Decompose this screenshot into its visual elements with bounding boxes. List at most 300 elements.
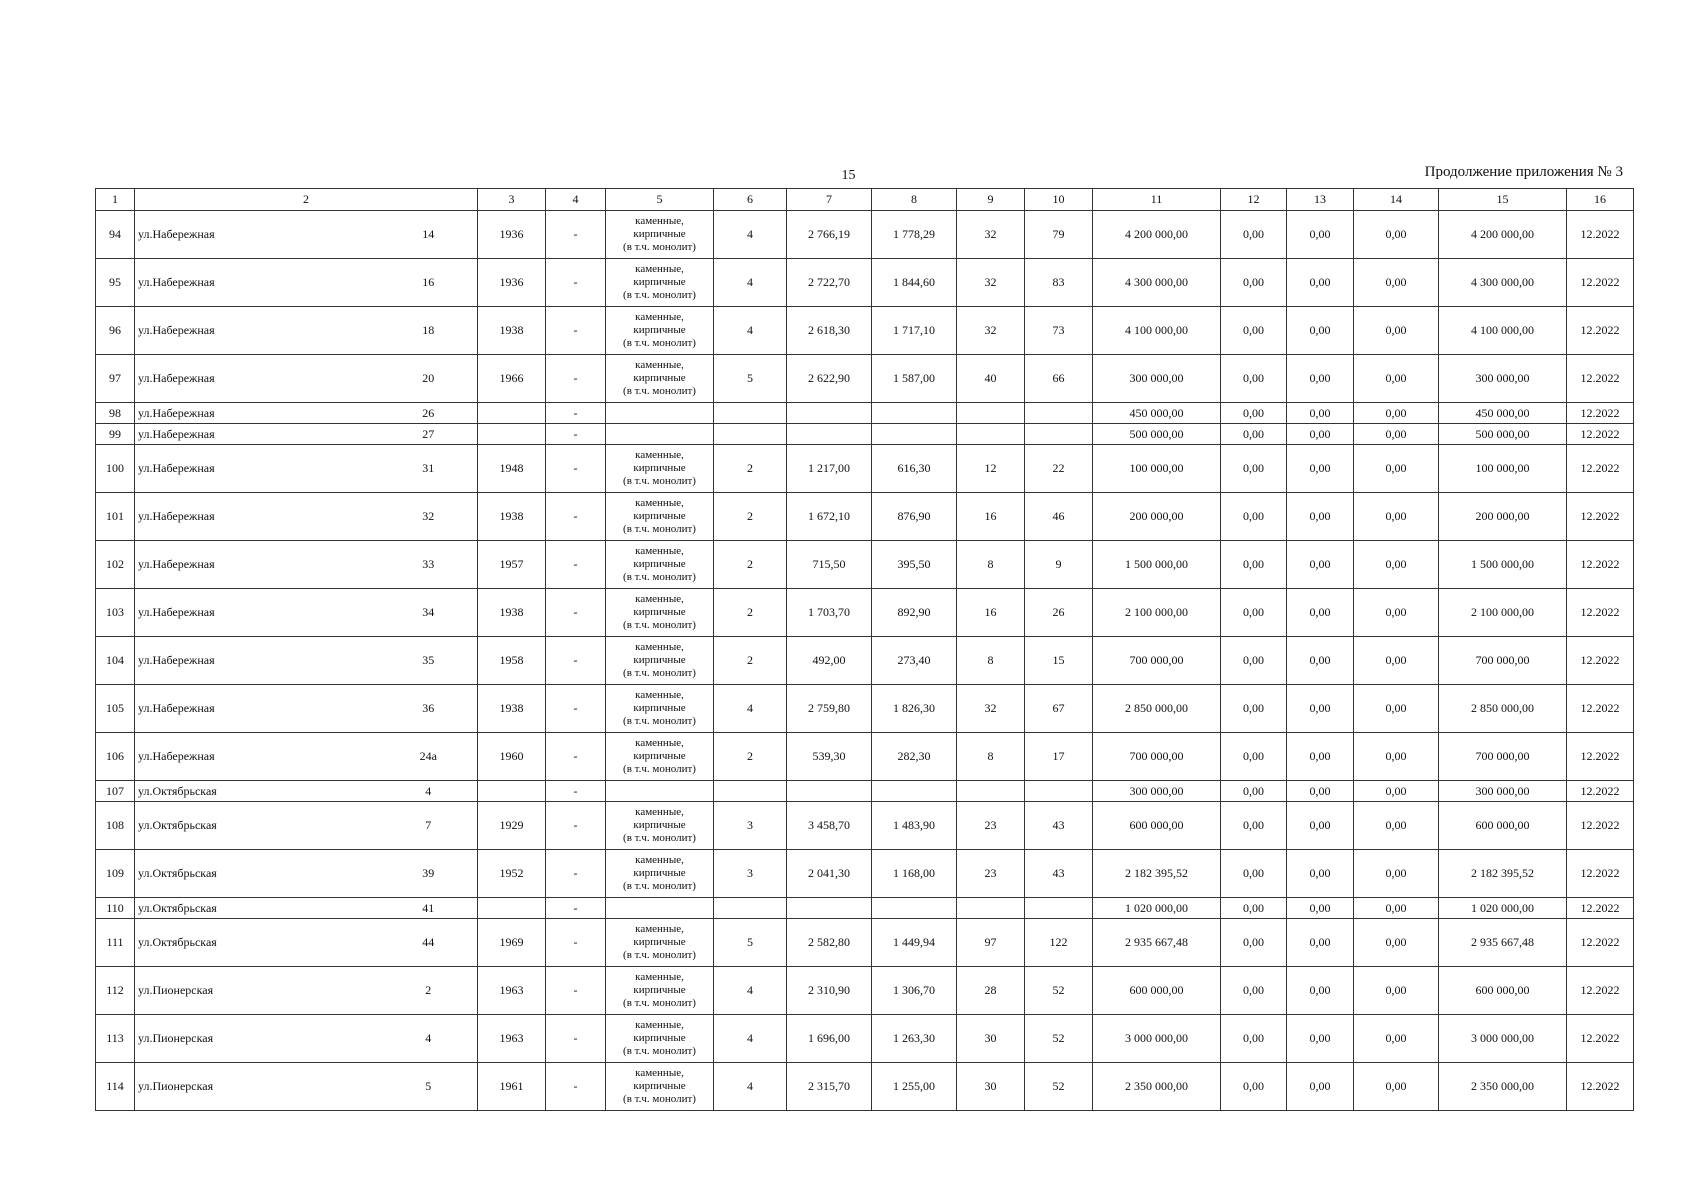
col-14: 0,00 bbox=[1354, 1063, 1439, 1111]
material-line: каменные, bbox=[635, 806, 684, 818]
header-cell: 6 bbox=[714, 189, 787, 211]
col-15: 1 020 000,00 bbox=[1439, 898, 1567, 919]
col-14: 0,00 bbox=[1354, 211, 1439, 259]
col-14: 0,00 bbox=[1354, 802, 1439, 850]
street-name: ул.Пионерская bbox=[135, 1063, 380, 1111]
header-cell: 4 bbox=[546, 189, 606, 211]
col-14: 0,00 bbox=[1354, 259, 1439, 307]
table-row bbox=[96, 898, 1634, 919]
col-10 bbox=[1025, 424, 1093, 445]
area-total: 1 217,00 bbox=[787, 445, 872, 493]
col-10: 52 bbox=[1025, 967, 1093, 1015]
street-name: ул.Набережная bbox=[135, 637, 380, 685]
area-living: 1 778,29 bbox=[872, 211, 957, 259]
table-row bbox=[96, 637, 1634, 685]
col-13: 0,00 bbox=[1287, 919, 1354, 967]
col-10: 73 bbox=[1025, 307, 1093, 355]
wall-material bbox=[606, 685, 714, 733]
row-number: 105 bbox=[96, 685, 135, 733]
col-12: 0,00 bbox=[1221, 211, 1287, 259]
house-number: 36 bbox=[380, 685, 478, 733]
material-line: кирпичные bbox=[633, 1032, 686, 1044]
col-11: 2 935 667,48 bbox=[1093, 919, 1221, 967]
table-row bbox=[96, 259, 1634, 307]
table-row bbox=[96, 1063, 1634, 1111]
col-9 bbox=[957, 898, 1025, 919]
col-15: 2 850 000,00 bbox=[1439, 685, 1567, 733]
build-year: 1938 bbox=[478, 685, 546, 733]
col-13: 0,00 bbox=[1287, 355, 1354, 403]
area-living bbox=[872, 898, 957, 919]
material-line: (в т.ч. монолит) bbox=[623, 715, 696, 727]
wall-material bbox=[606, 781, 714, 802]
col-10: 17 bbox=[1025, 733, 1093, 781]
col-9 bbox=[957, 424, 1025, 445]
floors: 2 bbox=[714, 733, 787, 781]
area-total bbox=[787, 424, 872, 445]
material-line: каменные, bbox=[635, 923, 684, 935]
col-12: 0,00 bbox=[1221, 541, 1287, 589]
header-cell: 10 bbox=[1025, 189, 1093, 211]
col-15: 4 300 000,00 bbox=[1439, 259, 1567, 307]
material-line: каменные, bbox=[635, 311, 684, 323]
col-11: 1 500 000,00 bbox=[1093, 541, 1221, 589]
build-year: 1952 bbox=[478, 850, 546, 898]
row-number: 106 bbox=[96, 733, 135, 781]
col-12: 0,00 bbox=[1221, 781, 1287, 802]
col-10: 52 bbox=[1025, 1015, 1093, 1063]
col-14: 0,00 bbox=[1354, 355, 1439, 403]
col-14: 0,00 bbox=[1354, 685, 1439, 733]
row-number: 113 bbox=[96, 1015, 135, 1063]
area-total bbox=[787, 898, 872, 919]
house-number: 31 bbox=[380, 445, 478, 493]
col-9: 40 bbox=[957, 355, 1025, 403]
street-name: ул.Набережная bbox=[135, 259, 380, 307]
col-11: 4 200 000,00 bbox=[1093, 211, 1221, 259]
material-line: каменные, bbox=[635, 215, 684, 227]
col-12: 0,00 bbox=[1221, 967, 1287, 1015]
col-13: 0,00 bbox=[1287, 685, 1354, 733]
col-16: 12.2022 bbox=[1567, 424, 1634, 445]
material-line: (в т.ч. монолит) bbox=[623, 949, 696, 961]
wall-material bbox=[606, 637, 714, 685]
table-row bbox=[96, 919, 1634, 967]
house-number: 14 bbox=[380, 211, 478, 259]
col-12: 0,00 bbox=[1221, 259, 1287, 307]
col-10: 52 bbox=[1025, 1063, 1093, 1111]
header-cell: 5 bbox=[606, 189, 714, 211]
col-12: 0,00 bbox=[1221, 424, 1287, 445]
col-10: 9 bbox=[1025, 541, 1093, 589]
header-cell: 11 bbox=[1093, 189, 1221, 211]
build-year: 1966 bbox=[478, 355, 546, 403]
col-4: - bbox=[546, 445, 606, 493]
area-total: 715,50 bbox=[787, 541, 872, 589]
col-15: 1 500 000,00 bbox=[1439, 541, 1567, 589]
material-line: каменные, bbox=[635, 263, 684, 275]
material-line: каменные, bbox=[635, 854, 684, 866]
street-name: ул.Набережная bbox=[135, 445, 380, 493]
material-line: кирпичные bbox=[633, 702, 686, 714]
col-10: 43 bbox=[1025, 802, 1093, 850]
col-16: 12.2022 bbox=[1567, 898, 1634, 919]
area-total: 1 672,10 bbox=[787, 493, 872, 541]
col-10: 43 bbox=[1025, 850, 1093, 898]
col-4: - bbox=[546, 211, 606, 259]
table-row bbox=[96, 781, 1634, 802]
col-13: 0,00 bbox=[1287, 259, 1354, 307]
col-16: 12.2022 bbox=[1567, 259, 1634, 307]
header-cell: 2 bbox=[135, 189, 478, 211]
col-10: 15 bbox=[1025, 637, 1093, 685]
area-total: 2 310,90 bbox=[787, 967, 872, 1015]
house-number: 44 bbox=[380, 919, 478, 967]
street-name: ул.Набережная bbox=[135, 685, 380, 733]
col-4: - bbox=[546, 307, 606, 355]
col-13: 0,00 bbox=[1287, 589, 1354, 637]
material-line: кирпичные bbox=[633, 819, 686, 831]
col-15: 200 000,00 bbox=[1439, 493, 1567, 541]
material-line: (в т.ч. монолит) bbox=[623, 241, 696, 253]
build-year: 1969 bbox=[478, 919, 546, 967]
area-total: 2 766,19 bbox=[787, 211, 872, 259]
row-number: 96 bbox=[96, 307, 135, 355]
area-total: 2 759,80 bbox=[787, 685, 872, 733]
col-11: 2 182 395,52 bbox=[1093, 850, 1221, 898]
col-14: 0,00 bbox=[1354, 541, 1439, 589]
col-4: - bbox=[546, 1015, 606, 1063]
col-10 bbox=[1025, 781, 1093, 802]
street-name: ул.Пионерская bbox=[135, 1015, 380, 1063]
row-number: 100 bbox=[96, 445, 135, 493]
col-16: 12.2022 bbox=[1567, 403, 1634, 424]
col-9: 16 bbox=[957, 493, 1025, 541]
col-11: 600 000,00 bbox=[1093, 802, 1221, 850]
col-4: - bbox=[546, 424, 606, 445]
col-15: 2 100 000,00 bbox=[1439, 589, 1567, 637]
street-name: ул.Октябрьская bbox=[135, 781, 380, 802]
area-living: 1 449,94 bbox=[872, 919, 957, 967]
wall-material bbox=[606, 355, 714, 403]
area-living: 1 826,30 bbox=[872, 685, 957, 733]
col-14: 0,00 bbox=[1354, 403, 1439, 424]
col-9: 8 bbox=[957, 541, 1025, 589]
col-14: 0,00 bbox=[1354, 424, 1439, 445]
area-total: 2 582,80 bbox=[787, 919, 872, 967]
col-4: - bbox=[546, 1063, 606, 1111]
row-number: 97 bbox=[96, 355, 135, 403]
col-15: 600 000,00 bbox=[1439, 802, 1567, 850]
col-4: - bbox=[546, 589, 606, 637]
build-year: 1938 bbox=[478, 493, 546, 541]
table-row bbox=[96, 493, 1634, 541]
row-number: 94 bbox=[96, 211, 135, 259]
col-13: 0,00 bbox=[1287, 1063, 1354, 1111]
col-10: 22 bbox=[1025, 445, 1093, 493]
table-row bbox=[96, 424, 1634, 445]
material-line: каменные, bbox=[635, 545, 684, 557]
col-9: 30 bbox=[957, 1015, 1025, 1063]
street-name: ул.Октябрьская bbox=[135, 919, 380, 967]
area-total: 3 458,70 bbox=[787, 802, 872, 850]
row-number: 112 bbox=[96, 967, 135, 1015]
col-15: 600 000,00 bbox=[1439, 967, 1567, 1015]
row-number: 95 bbox=[96, 259, 135, 307]
house-number: 4 bbox=[380, 1015, 478, 1063]
col-12: 0,00 bbox=[1221, 733, 1287, 781]
material-line: каменные, bbox=[635, 449, 684, 461]
wall-material bbox=[606, 967, 714, 1015]
house-number: 16 bbox=[380, 259, 478, 307]
material-line: кирпичные bbox=[633, 984, 686, 996]
col-15: 4 200 000,00 bbox=[1439, 211, 1567, 259]
material-line: кирпичные bbox=[633, 462, 686, 474]
table-row bbox=[96, 850, 1634, 898]
col-11: 1 020 000,00 bbox=[1093, 898, 1221, 919]
header-cell: 12 bbox=[1221, 189, 1287, 211]
material-line: (в т.ч. монолит) bbox=[623, 1093, 696, 1105]
row-number: 103 bbox=[96, 589, 135, 637]
build-year: 1936 bbox=[478, 211, 546, 259]
material-line: каменные, bbox=[635, 1067, 684, 1079]
area-living bbox=[872, 403, 957, 424]
table-row bbox=[96, 403, 1634, 424]
wall-material bbox=[606, 850, 714, 898]
floors: 5 bbox=[714, 355, 787, 403]
table-row bbox=[96, 685, 1634, 733]
build-year bbox=[478, 424, 546, 445]
col-4: - bbox=[546, 919, 606, 967]
header-cell: 3 bbox=[478, 189, 546, 211]
col-9: 8 bbox=[957, 733, 1025, 781]
page-number: 15 bbox=[841, 168, 856, 183]
col-9 bbox=[957, 403, 1025, 424]
col-9: 30 bbox=[957, 1063, 1025, 1111]
area-total: 2 622,90 bbox=[787, 355, 872, 403]
floors bbox=[714, 424, 787, 445]
floors: 4 bbox=[714, 1063, 787, 1111]
col-15: 500 000,00 bbox=[1439, 424, 1567, 445]
col-13: 0,00 bbox=[1287, 403, 1354, 424]
table-body bbox=[96, 189, 1634, 1111]
floors: 4 bbox=[714, 685, 787, 733]
material-line: кирпичные bbox=[633, 867, 686, 879]
header-cell: 16 bbox=[1567, 189, 1634, 211]
row-number: 110 bbox=[96, 898, 135, 919]
table-row bbox=[96, 1015, 1634, 1063]
street-name: ул.Октябрьская bbox=[135, 850, 380, 898]
table-row bbox=[96, 307, 1634, 355]
row-number: 104 bbox=[96, 637, 135, 685]
area-living: 1 168,00 bbox=[872, 850, 957, 898]
col-13: 0,00 bbox=[1287, 541, 1354, 589]
area-living: 1 255,00 bbox=[872, 1063, 957, 1111]
col-4: - bbox=[546, 541, 606, 589]
material-line: (в т.ч. монолит) bbox=[623, 1045, 696, 1057]
wall-material bbox=[606, 1015, 714, 1063]
house-number: 20 bbox=[380, 355, 478, 403]
area-living: 395,50 bbox=[872, 541, 957, 589]
build-year: 1961 bbox=[478, 1063, 546, 1111]
col-12: 0,00 bbox=[1221, 685, 1287, 733]
row-number: 114 bbox=[96, 1063, 135, 1111]
col-11: 500 000,00 bbox=[1093, 424, 1221, 445]
table-row bbox=[96, 967, 1634, 1015]
area-living: 876,90 bbox=[872, 493, 957, 541]
col-12: 0,00 bbox=[1221, 1063, 1287, 1111]
floors: 4 bbox=[714, 967, 787, 1015]
header-row bbox=[96, 189, 1634, 211]
header-cell: 9 bbox=[957, 189, 1025, 211]
col-11: 2 850 000,00 bbox=[1093, 685, 1221, 733]
row-number: 99 bbox=[96, 424, 135, 445]
housing-table bbox=[95, 188, 1634, 1111]
col-12: 0,00 bbox=[1221, 1015, 1287, 1063]
col-12: 0,00 bbox=[1221, 802, 1287, 850]
col-16: 12.2022 bbox=[1567, 685, 1634, 733]
material-line: кирпичные bbox=[633, 510, 686, 522]
house-number: 34 bbox=[380, 589, 478, 637]
col-15: 2 935 667,48 bbox=[1439, 919, 1567, 967]
material-line: (в т.ч. монолит) bbox=[623, 337, 696, 349]
street-name: ул.Пионерская bbox=[135, 967, 380, 1015]
wall-material bbox=[606, 403, 714, 424]
area-living: 1 306,70 bbox=[872, 967, 957, 1015]
col-11: 3 000 000,00 bbox=[1093, 1015, 1221, 1063]
col-4: - bbox=[546, 850, 606, 898]
material-line: кирпичные bbox=[633, 372, 686, 384]
col-15: 300 000,00 bbox=[1439, 781, 1567, 802]
col-16: 12.2022 bbox=[1567, 850, 1634, 898]
area-total: 2 041,30 bbox=[787, 850, 872, 898]
area-living: 1 844,60 bbox=[872, 259, 957, 307]
street-name: ул.Набережная bbox=[135, 424, 380, 445]
area-living: 1 717,10 bbox=[872, 307, 957, 355]
col-11: 700 000,00 bbox=[1093, 733, 1221, 781]
material-line: кирпичные bbox=[633, 324, 686, 336]
house-number: 2 bbox=[380, 967, 478, 1015]
area-total: 2 315,70 bbox=[787, 1063, 872, 1111]
col-4: - bbox=[546, 967, 606, 1015]
build-year: 1938 bbox=[478, 307, 546, 355]
col-11: 300 000,00 bbox=[1093, 781, 1221, 802]
build-year: 1963 bbox=[478, 967, 546, 1015]
col-10: 67 bbox=[1025, 685, 1093, 733]
col-11: 4 300 000,00 bbox=[1093, 259, 1221, 307]
street-name: ул.Набережная bbox=[135, 307, 380, 355]
wall-material bbox=[606, 445, 714, 493]
col-16: 12.2022 bbox=[1567, 493, 1634, 541]
col-12: 0,00 bbox=[1221, 919, 1287, 967]
col-4: - bbox=[546, 403, 606, 424]
area-total bbox=[787, 781, 872, 802]
col-13: 0,00 bbox=[1287, 424, 1354, 445]
col-11: 600 000,00 bbox=[1093, 967, 1221, 1015]
col-12: 0,00 bbox=[1221, 445, 1287, 493]
build-year: 1938 bbox=[478, 589, 546, 637]
table-row bbox=[96, 445, 1634, 493]
col-4: - bbox=[546, 898, 606, 919]
material-line: кирпичные bbox=[633, 936, 686, 948]
col-10: 83 bbox=[1025, 259, 1093, 307]
material-line: (в т.ч. монолит) bbox=[623, 619, 696, 631]
area-total: 2 618,30 bbox=[787, 307, 872, 355]
col-15: 700 000,00 bbox=[1439, 637, 1567, 685]
material-line: (в т.ч. монолит) bbox=[623, 289, 696, 301]
col-16: 12.2022 bbox=[1567, 637, 1634, 685]
col-14: 0,00 bbox=[1354, 307, 1439, 355]
wall-material bbox=[606, 733, 714, 781]
col-4: - bbox=[546, 259, 606, 307]
col-15: 450 000,00 bbox=[1439, 403, 1567, 424]
col-11: 4 100 000,00 bbox=[1093, 307, 1221, 355]
floors: 4 bbox=[714, 307, 787, 355]
material-line: каменные, bbox=[635, 593, 684, 605]
material-line: (в т.ч. монолит) bbox=[623, 667, 696, 679]
col-16: 12.2022 bbox=[1567, 781, 1634, 802]
material-line: (в т.ч. монолит) bbox=[623, 832, 696, 844]
material-line: (в т.ч. монолит) bbox=[623, 523, 696, 535]
col-14: 0,00 bbox=[1354, 781, 1439, 802]
floors: 2 bbox=[714, 637, 787, 685]
header-cell: 8 bbox=[872, 189, 957, 211]
col-12: 0,00 bbox=[1221, 355, 1287, 403]
col-4: - bbox=[546, 355, 606, 403]
material-line: (в т.ч. монолит) bbox=[623, 571, 696, 583]
col-11: 700 000,00 bbox=[1093, 637, 1221, 685]
area-total bbox=[787, 403, 872, 424]
col-13: 0,00 bbox=[1287, 781, 1354, 802]
wall-material bbox=[606, 802, 714, 850]
col-16: 12.2022 bbox=[1567, 307, 1634, 355]
col-12: 0,00 bbox=[1221, 493, 1287, 541]
col-10: 26 bbox=[1025, 589, 1093, 637]
col-4: - bbox=[546, 637, 606, 685]
floors: 2 bbox=[714, 589, 787, 637]
col-9: 23 bbox=[957, 802, 1025, 850]
house-number: 35 bbox=[380, 637, 478, 685]
floors: 3 bbox=[714, 802, 787, 850]
col-16: 12.2022 bbox=[1567, 1063, 1634, 1111]
col-16: 12.2022 bbox=[1567, 802, 1634, 850]
col-13: 0,00 bbox=[1287, 898, 1354, 919]
col-16: 12.2022 bbox=[1567, 733, 1634, 781]
col-9: 32 bbox=[957, 211, 1025, 259]
wall-material bbox=[606, 919, 714, 967]
col-14: 0,00 bbox=[1354, 919, 1439, 967]
col-4: - bbox=[546, 685, 606, 733]
wall-material bbox=[606, 424, 714, 445]
col-4: - bbox=[546, 493, 606, 541]
col-4: - bbox=[546, 781, 606, 802]
col-14: 0,00 bbox=[1354, 898, 1439, 919]
col-12: 0,00 bbox=[1221, 307, 1287, 355]
row-number: 102 bbox=[96, 541, 135, 589]
street-name: ул.Набережная bbox=[135, 403, 380, 424]
col-13: 0,00 bbox=[1287, 802, 1354, 850]
area-living: 892,90 bbox=[872, 589, 957, 637]
floors: 4 bbox=[714, 259, 787, 307]
floors: 2 bbox=[714, 541, 787, 589]
col-13: 0,00 bbox=[1287, 211, 1354, 259]
row-number: 109 bbox=[96, 850, 135, 898]
build-year bbox=[478, 898, 546, 919]
material-line: каменные, bbox=[635, 737, 684, 749]
street-name: ул.Набережная bbox=[135, 355, 380, 403]
col-15: 2 350 000,00 bbox=[1439, 1063, 1567, 1111]
col-10: 79 bbox=[1025, 211, 1093, 259]
